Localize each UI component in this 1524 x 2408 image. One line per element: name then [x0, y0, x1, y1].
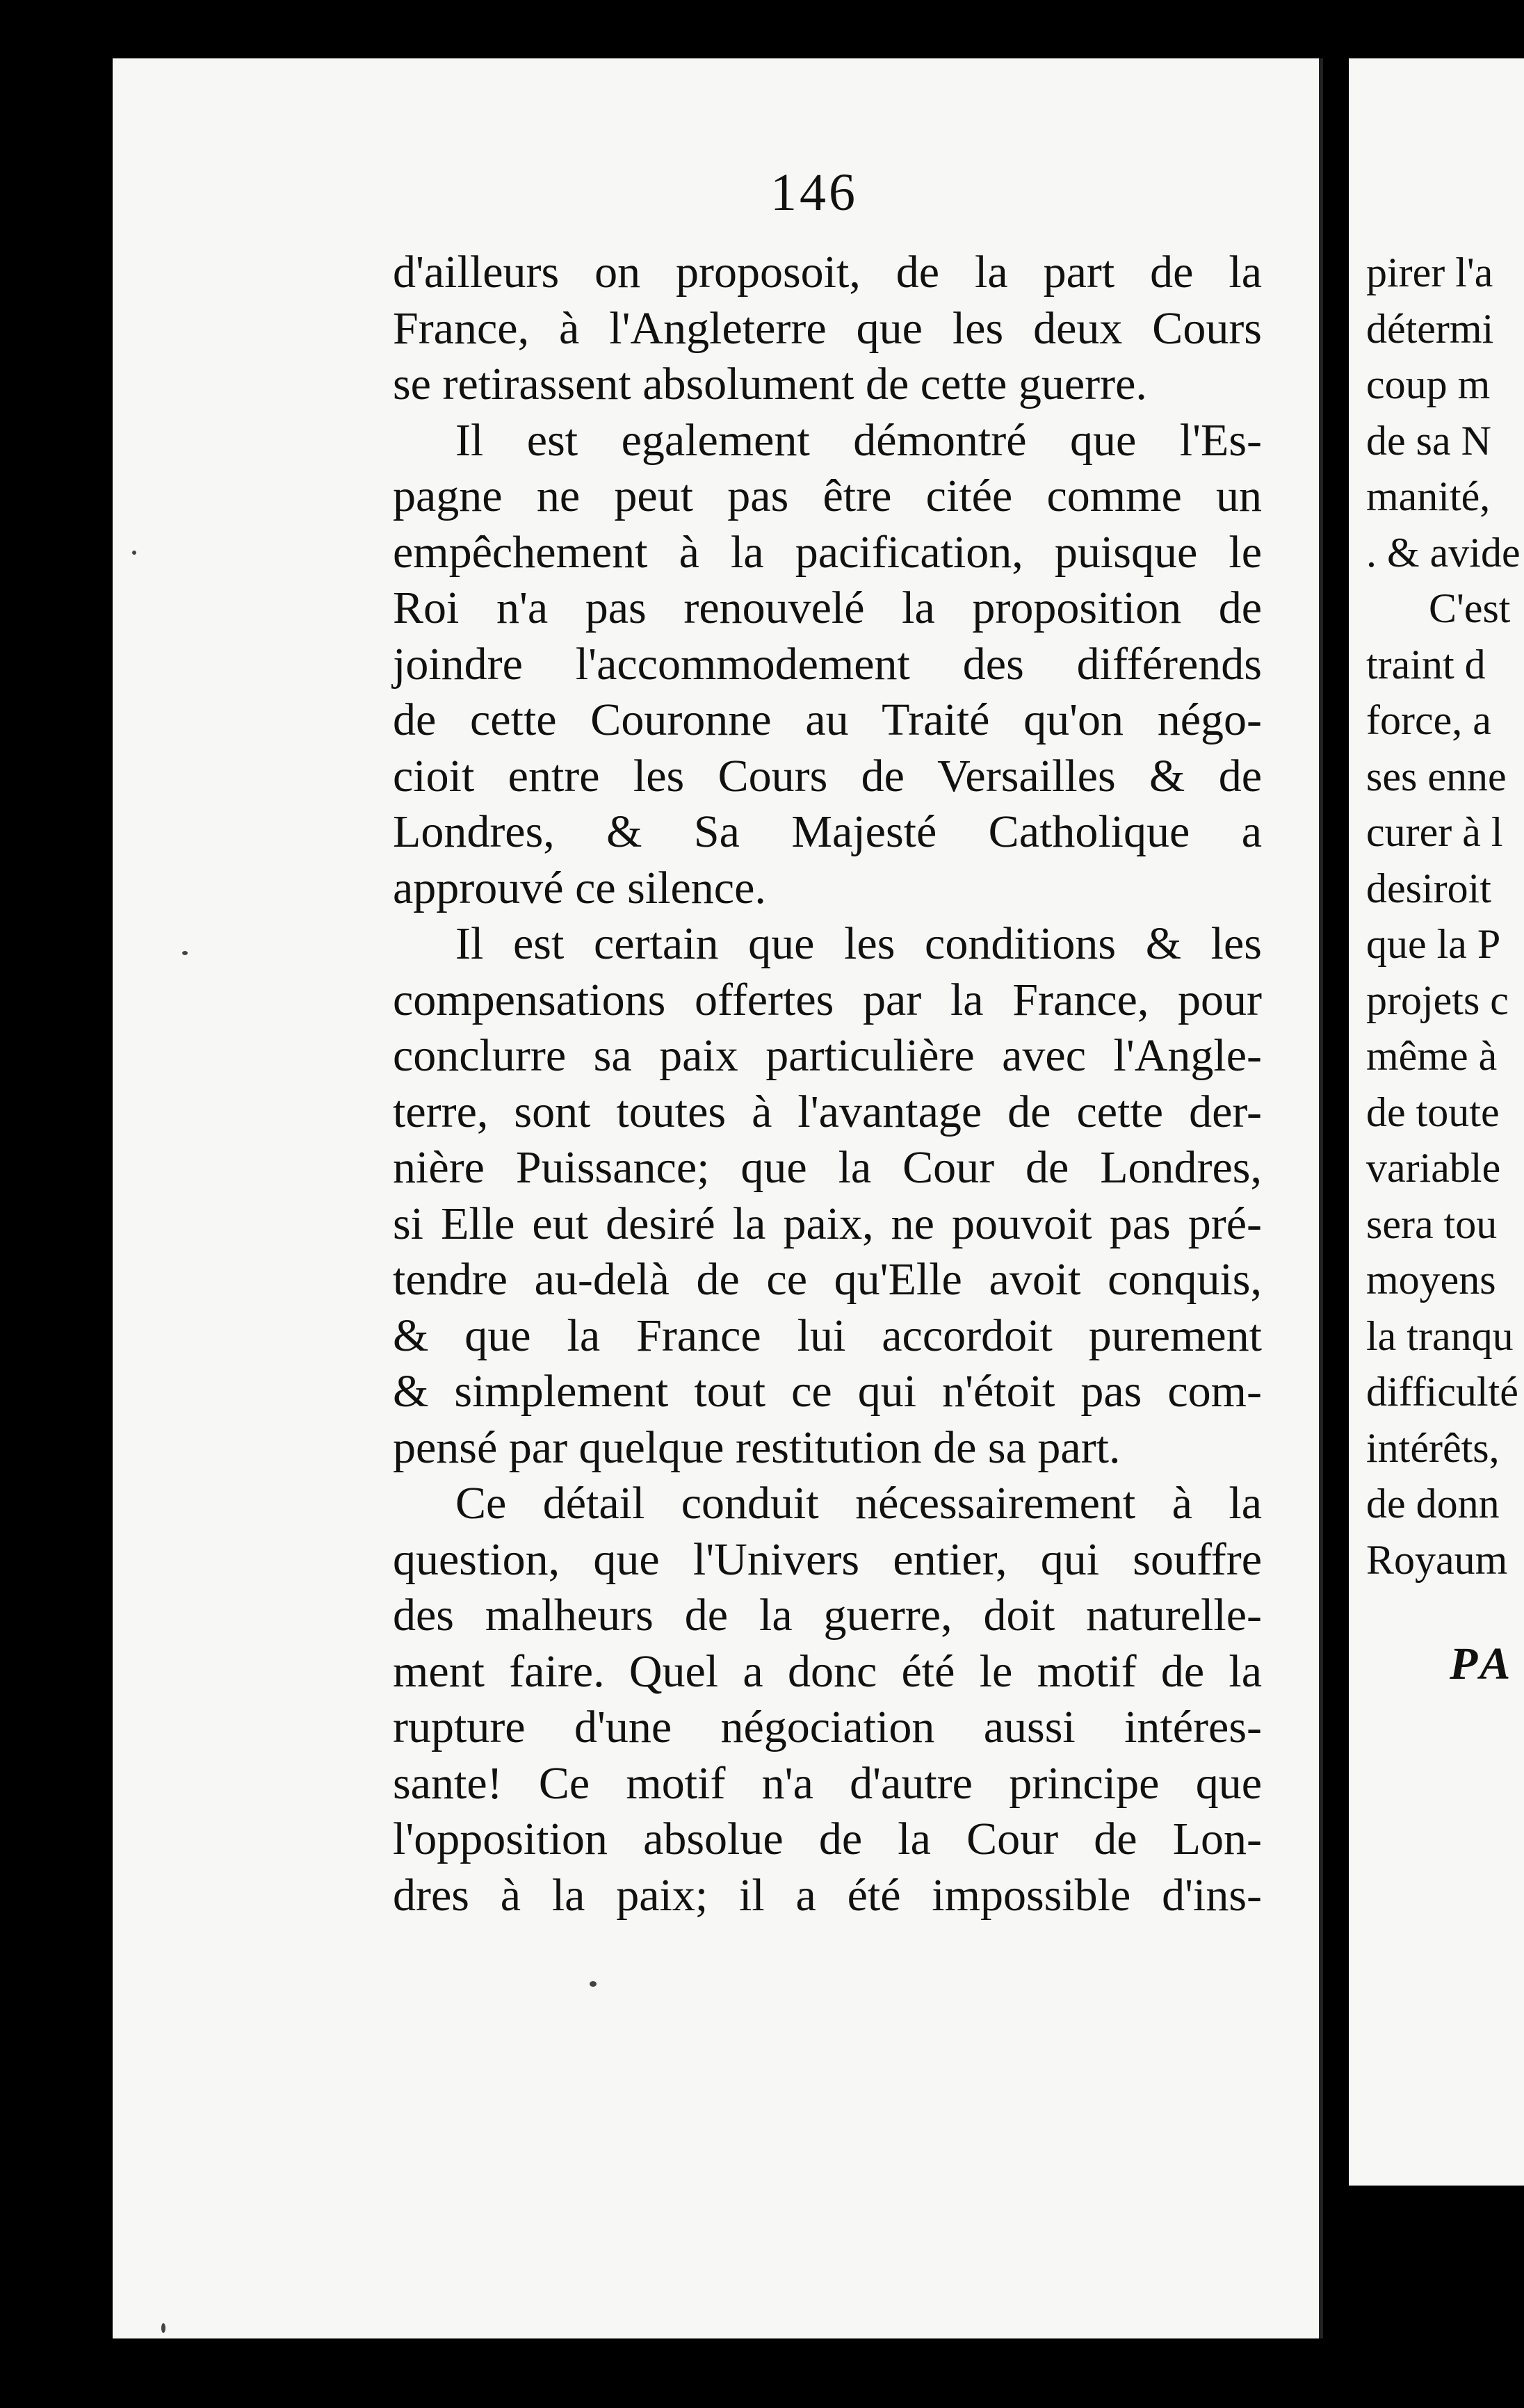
text-line: que la P — [1366, 921, 1501, 967]
print-speck — [182, 951, 188, 955]
text-line: intérêts, — [1366, 1424, 1500, 1471]
text-line: si Elle eut desiré la paix, ne pouvoit pas pré- — [393, 1198, 1262, 1249]
text-line: ment faire. Quel a donc été le motif de la — [393, 1645, 1262, 1697]
text-line: Londres, & Sa Majesté Catholique a — [393, 806, 1262, 857]
text-line: pagne ne peut pas être citée comme un — [393, 471, 1262, 521]
text-line: force, a — [1366, 697, 1491, 743]
text-line: de cette Couronne au Traité qu'on négo- — [393, 694, 1262, 745]
text-line: de toute — [1366, 1089, 1500, 1135]
page-number: 146 — [770, 163, 858, 222]
text-line: manité, — [1366, 473, 1491, 519]
text-line: la tranqu — [1366, 1312, 1514, 1359]
text-line: & simplement tout ce qui n'étoit pas com- — [393, 1366, 1262, 1417]
text-line: détermi — [1366, 305, 1494, 352]
text-line: conclurre sa paix particulière avec l'Angle- — [393, 1030, 1262, 1081]
text-line: d'ailleurs on proposoit, de la part de la — [393, 247, 1262, 298]
text-line: l'opposition absolue de la Cour de Lon- — [393, 1814, 1262, 1864]
text-line: se retirassent absolument de cette guerre. — [393, 359, 1147, 409]
text-line: coup m — [1366, 361, 1491, 407]
text-line: France, à l'Angleterre que les deux Cours — [393, 302, 1262, 354]
text-line: terre, sont toutes à l'avantage de cette der- — [393, 1086, 1262, 1137]
text-line: difficulté — [1366, 1369, 1518, 1415]
print-speck — [132, 551, 136, 555]
text-line: des malheurs de la guerre, doit naturelle- — [393, 1590, 1262, 1641]
text-line: traint d — [1366, 641, 1486, 688]
text-line: approuvé ce silence. — [393, 862, 766, 913]
text-line: nière Puissance; que la Cour de Londres, — [393, 1142, 1262, 1193]
text-line: empêchement à la pacification, puisque le — [393, 526, 1262, 578]
print-speck — [161, 2323, 165, 2333]
text-line: Il est egalement démontré que l'Es- — [455, 414, 1262, 466]
text-line: Il est certain que les conditions & les — [455, 918, 1262, 969]
text-line: de donn — [1366, 1481, 1500, 1527]
text-line: dres à la paix; il a été impossible d'ins- — [393, 1869, 1262, 1921]
text-line: desiroit — [1366, 865, 1491, 911]
text-line: ses enne — [1366, 753, 1507, 799]
text-line: question, que l'Univers entier, qui souffre — [393, 1534, 1262, 1585]
text-line: rupture d'une négociation aussi intéres- — [393, 1702, 1262, 1752]
text-line: tendre au-delà de ce qu'Elle avoit conquis, — [393, 1254, 1262, 1305]
right-page-text — [1366, 245, 1524, 1693]
text-line: & que la France lui accordoit purement — [393, 1310, 1262, 1361]
text-line: pensé par quelque restitution de sa part. — [393, 1422, 1121, 1473]
text-line: moyens — [1366, 1257, 1496, 1303]
text-line: projets c — [1366, 977, 1509, 1023]
text-line: Ce détail conduit nécessairement à la — [455, 1478, 1262, 1529]
text-line: de sa N — [1366, 417, 1491, 464]
text-line: sante! Ce motif n'a d'autre principe que — [393, 1757, 1262, 1809]
left-page-text — [393, 245, 1262, 1923]
text-line: cioit entre les Cours de Versailles & de — [393, 750, 1262, 802]
text-line: pirer l'a — [1366, 250, 1493, 295]
text-line: compensations offertes par la France, pour — [393, 974, 1262, 1025]
text-line: joindre l'accommodement des différends — [393, 638, 1262, 690]
text-line: variable — [1366, 1145, 1501, 1191]
text-line: même à — [1366, 1033, 1498, 1079]
text-line: C'est — [1429, 585, 1511, 631]
text-line: . & avide — [1366, 529, 1521, 576]
section-heading: PA — [1450, 1638, 1516, 1689]
print-speck — [590, 1981, 597, 1987]
text-line: Royaum — [1366, 1536, 1508, 1583]
text-line: Roi n'a pas renouvelé la proposition de — [393, 583, 1262, 633]
text-line: sera tou — [1366, 1201, 1498, 1247]
text-line: curer à l — [1366, 809, 1503, 855]
